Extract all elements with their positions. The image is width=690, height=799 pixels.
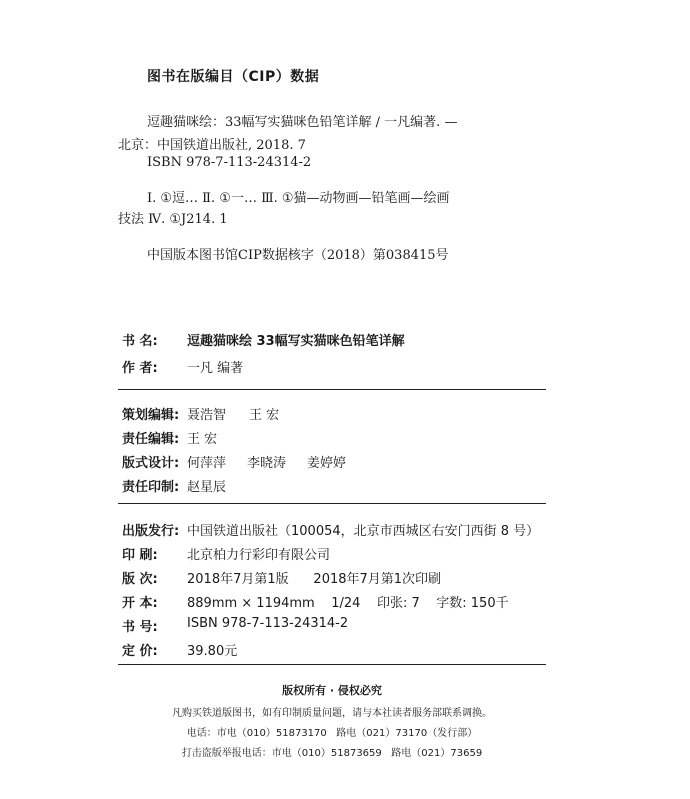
responsible-editor-names bbox=[187, 428, 217, 447]
publisher-label: 出版发行: bbox=[122, 524, 180, 539]
layout-design-names bbox=[187, 452, 346, 471]
copyright-hotline: 打击盗版举报电话：市电（010）51873659 路电（021）73659 bbox=[181, 748, 483, 759]
copyright-phone: 电话：市电（010）51873170 路电（021）73170（发行部） bbox=[186, 728, 478, 739]
planning-editor-names bbox=[187, 404, 279, 423]
planning-editor-name: 王 宏 bbox=[249, 408, 280, 423]
cip-classification-1: Ⅰ. ①逗… Ⅱ. ①一… Ⅲ. ①猫—动物画—铅笔画—绘画 bbox=[147, 191, 450, 206]
layout-designer-name: 李晓涛 bbox=[247, 456, 287, 471]
cip-number: 中国版本图书馆CIP数据核字（2018）第038415号 bbox=[147, 248, 449, 263]
author-value: 一凡 编著 bbox=[187, 361, 244, 376]
print-supervisor-names bbox=[187, 476, 226, 495]
publisher-value: 中国铁道出版社（100054，北京市西城区右安门西街 8 号） bbox=[187, 524, 540, 539]
print-supervisor-name: 赵星辰 bbox=[187, 480, 227, 495]
printer-label: 印 刷: bbox=[122, 548, 158, 563]
isbn-label: 书 号: bbox=[122, 620, 158, 635]
planning-editor-label: 策划编辑: bbox=[122, 408, 180, 423]
isbn-value: ISBN 978-7-113-24314-2 bbox=[187, 616, 349, 631]
author-label: 作 者: bbox=[122, 361, 158, 376]
edition-label: 版 次: bbox=[122, 572, 158, 587]
print-supervisor-label: 责任印制: bbox=[122, 480, 180, 495]
book-title-value: 逗趣猫咪绘 33幅写实猫咪色铅笔详解 bbox=[187, 334, 405, 349]
cip-classification-2: 技法 Ⅳ. ①J214. 1 bbox=[118, 212, 228, 227]
format-value: 889mm × 1194mm 1/24 印张: 7 字数: 150千 bbox=[187, 596, 509, 611]
responsible-editor-name: 王 宏 bbox=[187, 432, 218, 447]
price-value: 39.80元 bbox=[187, 644, 238, 659]
cip-title: 图书在版编目（CIP）数据 bbox=[147, 69, 320, 85]
layout-designer-name: 姜婷婷 bbox=[307, 456, 347, 471]
cip-line-1: 逗趣猫咪绘：33幅写实猫咪色铅笔详解 / 一凡编著. — bbox=[147, 115, 458, 130]
edition-value: 2018年7月第1版 2018年7月第1次印刷 bbox=[187, 572, 442, 587]
format-label: 开 本: bbox=[122, 596, 158, 611]
layout-design-label: 版式设计: bbox=[122, 456, 180, 471]
copyright-title: 版权所有 · 侵权必究 bbox=[282, 684, 382, 697]
copyright-notice: 凡购买铁道版图书，如有印制质量问题，请与本社读者服务部联系调换。 bbox=[172, 708, 492, 719]
divider-bottom bbox=[118, 664, 546, 665]
printer-value: 北京柏力行彩印有限公司 bbox=[187, 548, 331, 563]
cip-line-2: 北京：中国铁道出版社, 2018. 7 bbox=[118, 138, 306, 153]
layout-designer-name: 何萍萍 bbox=[187, 456, 227, 471]
price-label: 定 价: bbox=[122, 644, 158, 659]
divider-middle bbox=[118, 503, 546, 504]
book-title-label: 书 名: bbox=[122, 334, 158, 349]
planning-editor-name: 聂浩智 bbox=[187, 408, 227, 423]
responsible-editor-label: 责任编辑: bbox=[122, 432, 180, 447]
cip-line-isbn: ISBN 978-7-113-24314-2 bbox=[147, 155, 312, 170]
divider-top bbox=[118, 389, 546, 390]
